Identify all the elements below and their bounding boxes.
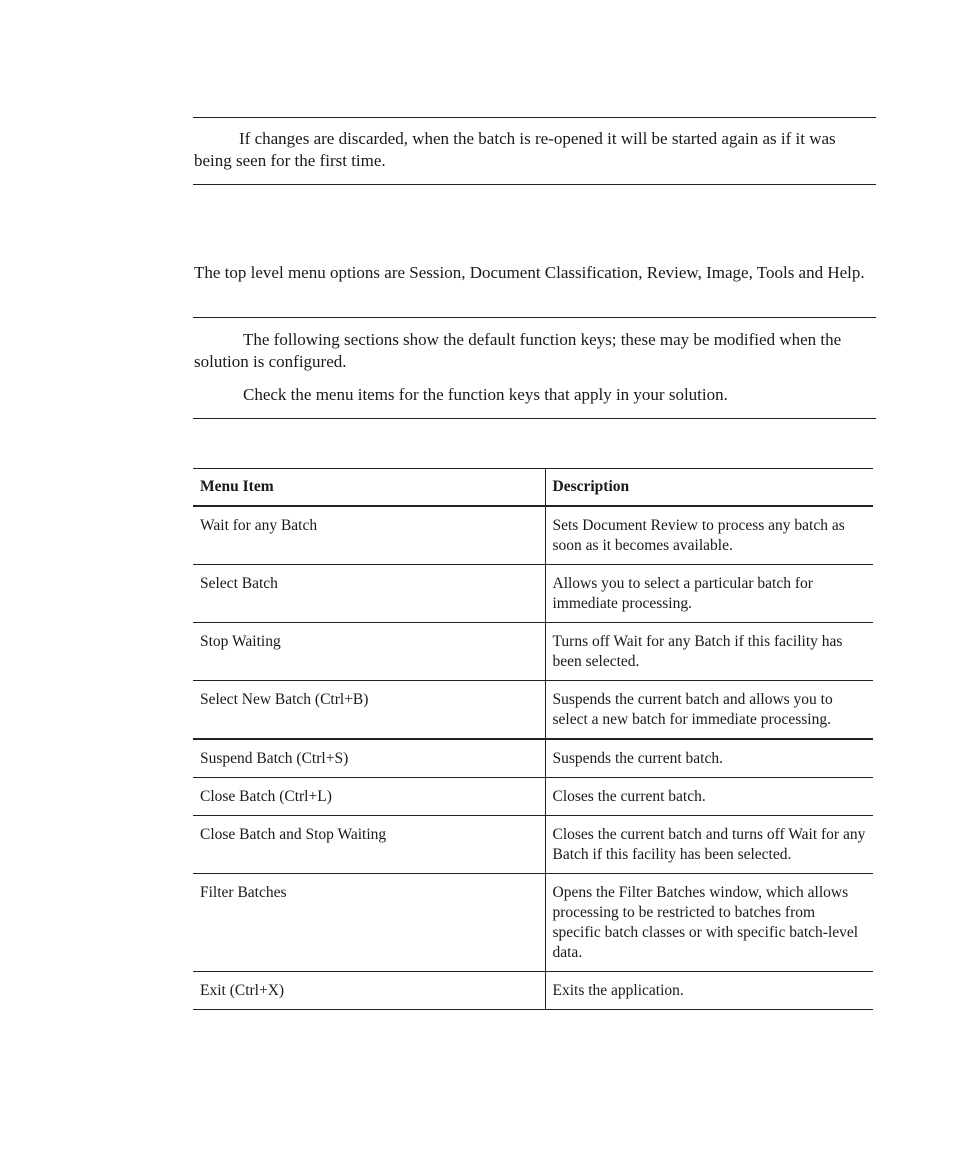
table-row <box>193 972 873 1010</box>
note2-bottom-rule <box>193 418 876 419</box>
note1-bottom-rule <box>193 184 876 185</box>
note2-text-2: Check the menu items for the function keys that apply in your solution. <box>243 385 728 404</box>
table-row <box>193 506 873 565</box>
table-row <box>193 623 873 681</box>
row-description: Opens the Filter Batches window, which allows processing to be restricted to batches from specific batch classes or with specific batch-level data. <box>545 874 873 972</box>
row-description: Suspends the current batch. <box>545 739 873 778</box>
row-description: Turns off Wait for any Batch if this facility has been selected. <box>545 623 873 681</box>
table-row <box>193 874 873 972</box>
note1-text: If changes are discarded, when the batch is re-opened it will be started again as if it was being seen for the first time. <box>194 129 836 170</box>
row-item: Wait for any Batch <box>193 506 545 565</box>
row-item: Close Batch (Ctrl+L) <box>193 778 545 816</box>
table-header-row <box>193 469 873 507</box>
table-row <box>193 681 873 740</box>
row-item: Select New Batch (Ctrl+B) <box>193 681 545 740</box>
header-description: Description <box>545 469 873 507</box>
header-menu-item: Menu Item <box>193 469 545 507</box>
intro-paragraph: The top level menu options are Session, Document Classification, Review, Image, Tools and Help. <box>194 263 865 282</box>
row-item: Filter Batches <box>193 874 545 972</box>
row-description: Closes the current batch and turns off Wait for any Batch if this facility has been selected. <box>545 816 873 874</box>
note2-text-1: The following sections show the default function keys; these may be modified when the solution is configured. <box>194 330 842 371</box>
row-item: Stop Waiting <box>193 623 545 681</box>
row-description: Sets Document Review to process any batch as soon as it becomes available. <box>545 506 873 565</box>
row-item: Exit (Ctrl+X) <box>193 972 545 1010</box>
session-menu-table <box>193 468 873 1010</box>
row-item: Select Batch <box>193 565 545 623</box>
row-item: Close Batch and Stop Waiting <box>193 816 545 874</box>
table-row <box>193 778 873 816</box>
table-row <box>193 565 873 623</box>
row-description: Allows you to select a particular batch for immediate processing. <box>545 565 873 623</box>
row-description: Exits the application. <box>545 972 873 1010</box>
row-description: Suspends the current batch and allows you to select a new batch for immediate processing. <box>545 681 873 740</box>
table-row <box>193 739 873 778</box>
row-item: Suspend Batch (Ctrl+S) <box>193 739 545 778</box>
row-description: Closes the current batch. <box>545 778 873 816</box>
note1-top-rule <box>193 117 876 118</box>
table-row <box>193 816 873 874</box>
note2-top-rule <box>193 317 876 318</box>
